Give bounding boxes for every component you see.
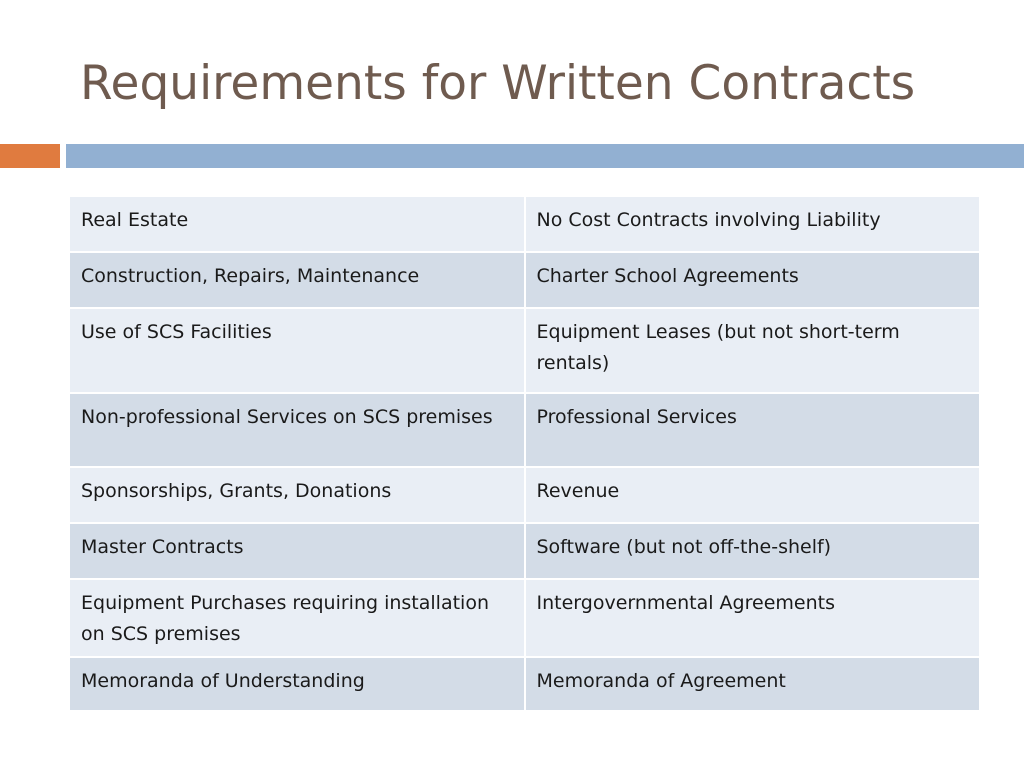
table-cell-left: Construction, Repairs, Maintenance xyxy=(69,252,525,308)
table-row xyxy=(69,657,980,711)
table-cell-right: Revenue xyxy=(525,467,981,523)
table-row xyxy=(69,393,980,467)
table-cell-right: Equipment Leases (but not short-term rentals) xyxy=(525,308,981,393)
table-cell-right: No Cost Contracts involving Liability xyxy=(525,196,981,252)
table-cell-left: Memoranda of Understanding xyxy=(69,657,525,711)
contracts-table xyxy=(68,195,981,712)
accent-bar-orange xyxy=(0,144,60,168)
table-cell-left: Real Estate xyxy=(69,196,525,252)
table-cell-left: Use of SCS Facilities xyxy=(69,308,525,393)
table-row xyxy=(69,252,980,308)
table-cell-left: Non-professional Services on SCS premises xyxy=(69,393,525,467)
table-cell-right: Charter School Agreements xyxy=(525,252,981,308)
table-row xyxy=(69,579,980,657)
table-cell-left: Sponsorships, Grants, Donations xyxy=(69,467,525,523)
table-cell-right: Intergovernmental Agreements xyxy=(525,579,981,657)
table-cell-right: Software (but not off-the-shelf) xyxy=(525,523,981,579)
table-row xyxy=(69,467,980,523)
accent-bar-blue xyxy=(66,144,1024,168)
table-cell-right: Professional Services xyxy=(525,393,981,467)
table-cell-left: Equipment Purchases requiring installation on SCS premises xyxy=(69,579,525,657)
table-row xyxy=(69,196,980,252)
slide-title: Requirements for Written Contracts xyxy=(80,56,916,111)
table-row xyxy=(69,523,980,579)
table-row xyxy=(69,308,980,393)
table-cell-right: Memoranda of Agreement xyxy=(525,657,981,711)
table-cell-left: Master Contracts xyxy=(69,523,525,579)
